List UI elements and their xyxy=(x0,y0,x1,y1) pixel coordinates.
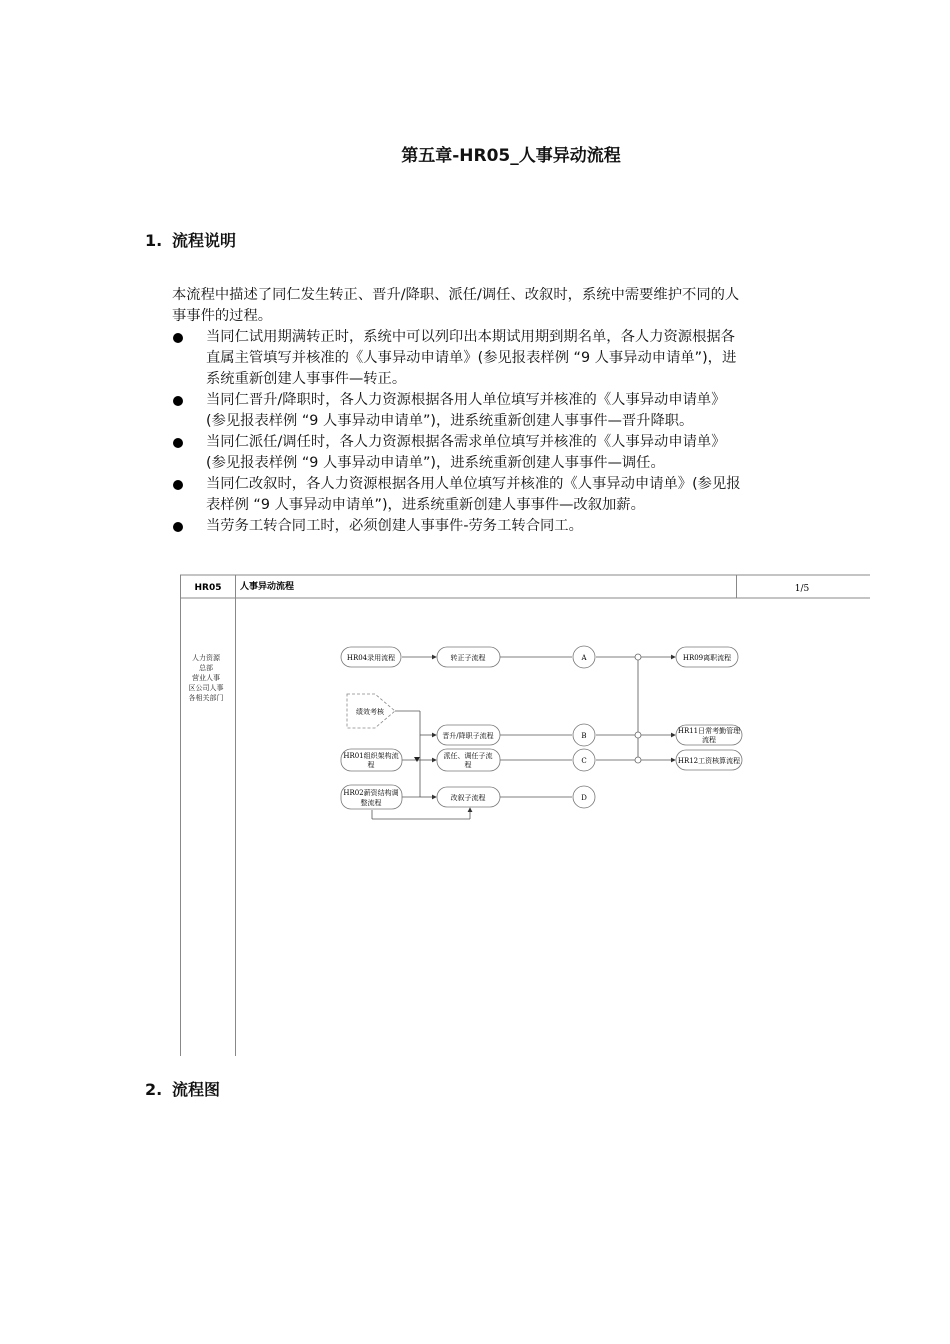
node-label: 转正子流程 xyxy=(450,654,486,662)
intro-paragraph xyxy=(172,285,812,327)
node-label: HR01组织架构流 xyxy=(343,752,399,760)
section-number: 1. xyxy=(145,231,163,250)
section-heading-1 xyxy=(145,228,236,251)
role-label xyxy=(189,653,224,702)
section-title: 流程说明 xyxy=(172,231,237,250)
role-line: 人力资源 xyxy=(192,654,220,662)
node-label: HR04录用流程 xyxy=(346,654,396,662)
section-heading-2 xyxy=(145,1077,220,1100)
role-line: 各相关部门 xyxy=(188,694,224,702)
bullet-item xyxy=(172,432,812,474)
bullet-item xyxy=(172,390,812,432)
flowchart xyxy=(180,574,870,1056)
bullet-line: 当同仁试用期满转正时，系统中可以列印出本期试用期到期名单，各人力资源根据各 xyxy=(206,329,735,345)
intro-line: 本流程中描述了同仁发生转正、晋升/降职、派任/调任、改叙时，系统中需要维护不同的人 xyxy=(172,287,740,303)
bullet-item xyxy=(172,516,812,537)
flowchart-page: 1/5 xyxy=(794,584,810,594)
bullet-item xyxy=(172,474,812,516)
flowchart-frame xyxy=(180,575,870,1056)
bullet-icon xyxy=(173,438,183,448)
bullet-line: 当劳务工转合同工时，必须创建人事事件-劳务工转合同工。 xyxy=(206,518,583,534)
bullet-icon xyxy=(173,480,183,490)
node-label: HR11日常考勤管理 xyxy=(677,727,741,735)
node-label: 整流程 xyxy=(360,799,382,807)
bullet-line: 表样例 “9 人事异动申请单”)，进系统重新创建人事事件—改叙加薪。 xyxy=(206,497,645,513)
node-label: A xyxy=(581,654,587,662)
arrow-icon xyxy=(414,757,420,762)
node-label: 晋升/降职子流程 xyxy=(442,732,494,740)
bullet-icon xyxy=(173,396,183,406)
node-label: B xyxy=(581,732,587,740)
flowchart-code: HR05 xyxy=(194,583,222,593)
node-label: 程 xyxy=(367,761,375,769)
bullet-line: (参见报表样例 “9 人事异动申请单”)，进系统重新创建人事事件—晋升降职。 xyxy=(206,413,694,429)
node-label: HR02薪资结构调 xyxy=(343,789,399,797)
page-title: 第五章-HR05_人事异动流程 xyxy=(401,146,621,166)
flowchart-svg xyxy=(180,574,870,1056)
node-label: D xyxy=(581,794,587,802)
role-line: 总部 xyxy=(199,664,213,672)
node-label: 程 xyxy=(464,761,472,769)
intro-line: 事事件的过程。 xyxy=(172,308,273,324)
node-label: 流程 xyxy=(702,736,716,744)
role-line: 区公司人事 xyxy=(188,684,224,692)
node-label: 绩效考核 xyxy=(356,708,384,716)
bullet-line: 直属主管填写并核准的《人事异动申请单》(参见报表样例 “9 人事异动申请单”)，进 xyxy=(206,350,737,366)
section-number: 2. xyxy=(145,1080,163,1099)
role-line: 营业人事 xyxy=(192,674,220,682)
node-label: 派任、调任子流 xyxy=(443,752,493,760)
node-label: C xyxy=(581,757,587,765)
flowchart-name: 人事异动流程 xyxy=(240,582,295,592)
bullet-line: 当同仁晋升/降职时，各人力资源根据各用人单位填写并核准的《人事异动申请单》 xyxy=(206,392,726,408)
connectors xyxy=(372,657,675,819)
bullet-icon xyxy=(173,522,183,532)
bullet-list xyxy=(172,327,812,537)
bullet-line: 当同仁派任/调任时，各人力资源根据各需求单位填写并核准的《人事异动申请单》 xyxy=(206,434,726,450)
node-label: HR09离职流程 xyxy=(682,654,732,662)
bullet-line: 当同仁改叙时，各人力资源根据各用人单位填写并核准的《人事异动申请单》(参见报 xyxy=(206,476,741,492)
node-label: 改叙子流程 xyxy=(450,794,486,802)
bullet-item xyxy=(172,327,812,390)
node-label: HR12工资核算流程 xyxy=(677,757,741,765)
bullet-icon xyxy=(173,333,183,343)
section-title: 流程图 xyxy=(172,1080,221,1099)
bullet-line: (参见报表样例 “9 人事异动申请单”)，进系统重新创建人事事件—调任。 xyxy=(206,455,665,471)
bullet-line: 系统重新创建人事事件—转正。 xyxy=(206,371,407,387)
